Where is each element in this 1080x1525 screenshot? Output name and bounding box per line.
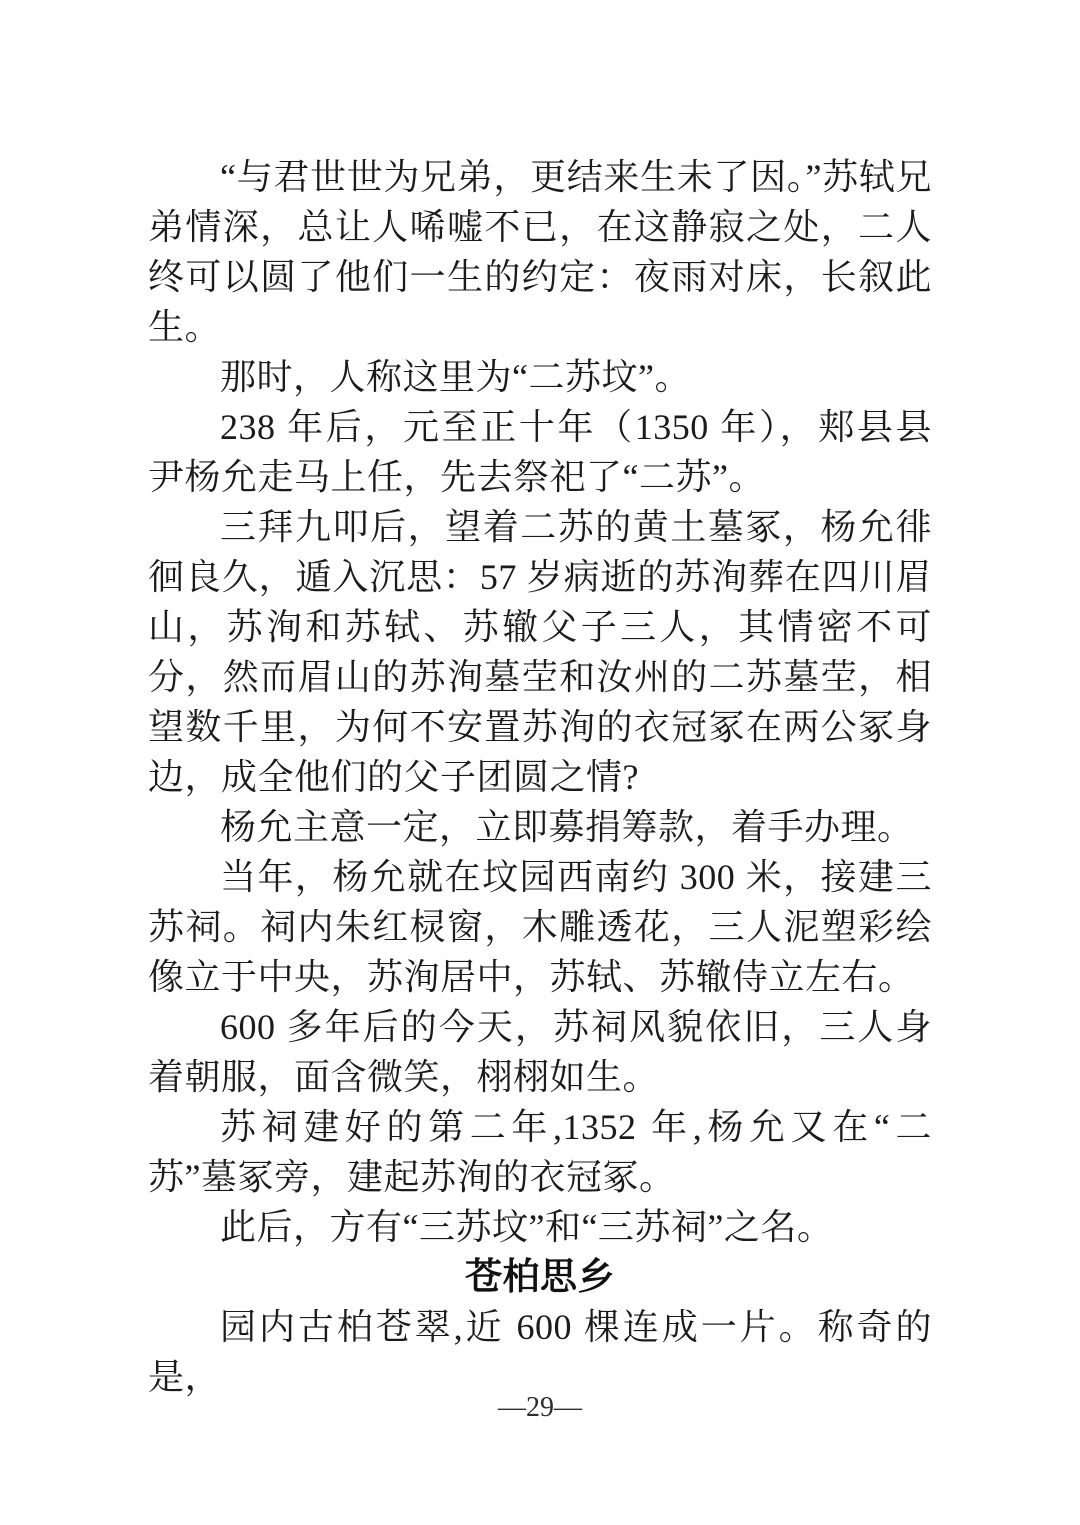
paragraph: 三拜九叩后，望着二苏的黄土墓冢，杨允徘徊良久，遁入沉思：57 岁病逝的苏洵葬在四川眉山，苏洵和苏轼、苏辙父子三人，其情密不可分，然而眉山的苏洵墓茔和汝州的二苏墓茔，相望数千里，为何不安置苏洵的衣冠冢在两公冢身边，成全他们的父子团圆之情? — [148, 507, 932, 797]
paragraph: 238 年后，元至正十年（1350 年），郏县县尹杨允走马上任，先去祭祀了“二苏”。 — [148, 407, 932, 497]
paragraph: 园内古柏苍翠,近 600 棵连成一片。称奇的是， — [148, 1307, 932, 1397]
paragraph: “与君世世为兄弟，更结来生未了因。”苏轼兄弟情深，总让人唏嘘不已，在这静寂之处，二人终可以圆了他们一生的约定：夜雨对床，长叙此生。 — [148, 157, 932, 347]
paragraph: 当年，杨允就在坟园西南约 300 米，接建三苏祠。祠内朱红棂窗，木雕透花，三人泥塑彩绘像立于中央，苏洵居中，苏轼、苏辙侍立左右。 — [148, 857, 932, 997]
paragraph: 此后，方有“三苏坟”和“三苏祠”之名。 — [220, 1207, 834, 1247]
paragraph: 那时，人称这里为“二苏坟”。 — [220, 357, 691, 397]
paragraph: 杨允主意一定，立即募捐筹款，着手办理。 — [220, 807, 914, 847]
section-heading: 苍柏思乡 — [465, 1256, 615, 1297]
page-number: —29— — [498, 1392, 582, 1423]
article-body — [148, 152, 932, 1402]
paragraph: 600 多年后的今天，苏祠风貌依旧，三人身着朝服，面含微笑，栩栩如生。 — [148, 1007, 932, 1097]
paragraph: 苏祠建好的第二年,1352 年,杨允又在“二苏”墓冢旁，建起苏洵的衣冠冢。 — [148, 1107, 932, 1197]
